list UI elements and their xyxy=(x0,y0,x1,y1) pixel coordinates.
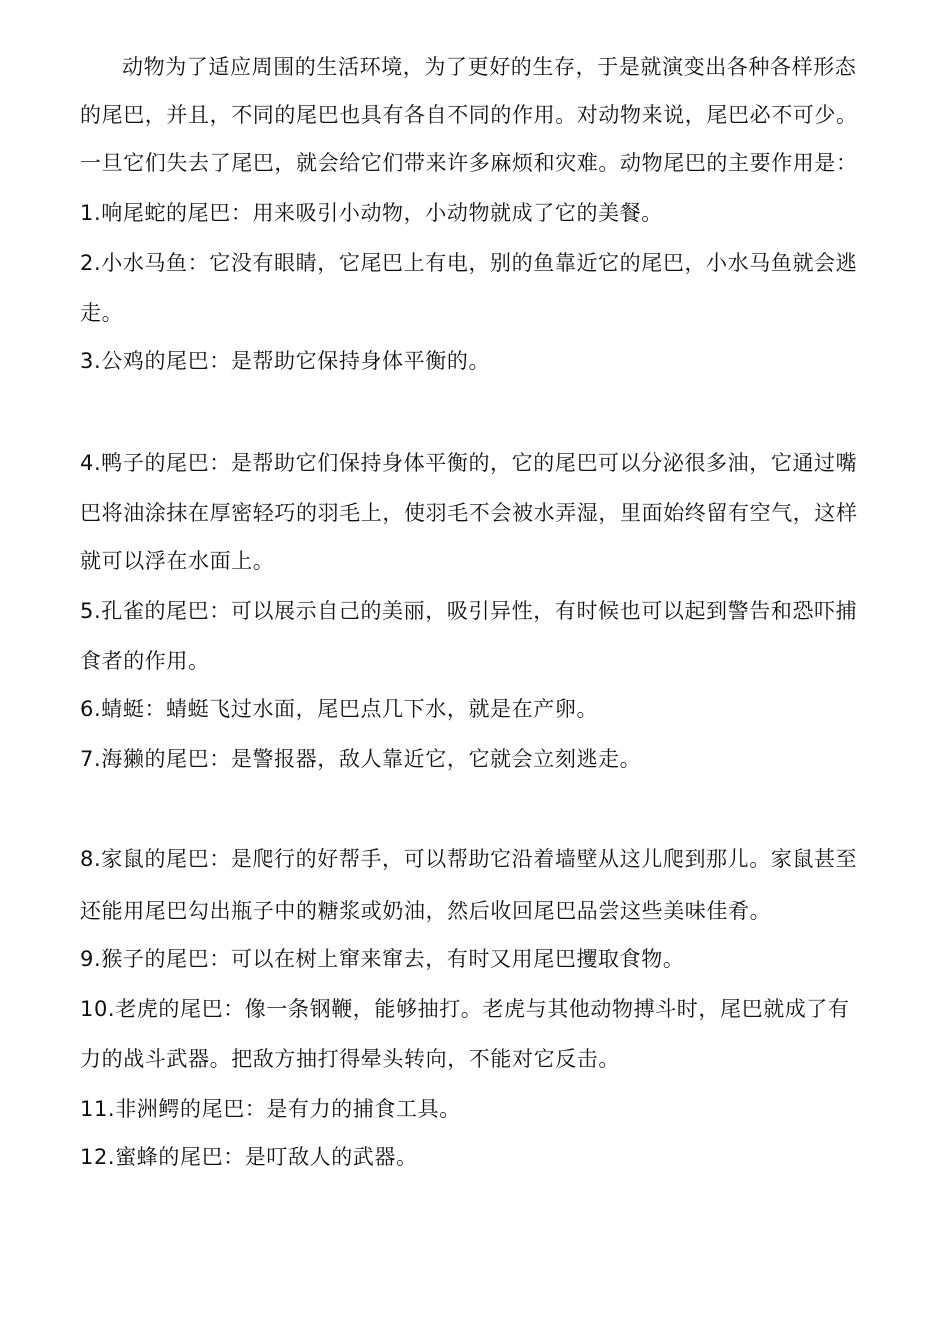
item-number: 6. xyxy=(80,697,102,721)
intro-line: 的尾巴，并且，不同的尾巴也具有各自不同的作用。对动物来说，尾巴必不可少。 xyxy=(80,103,858,127)
item-number: 4. xyxy=(80,451,102,475)
item-text: 老虎的尾巴：像一条钢鞭，能够抽打。老虎与其他动物搏斗时，尾巴就成了有 xyxy=(115,997,850,1021)
item-continuation: 就可以浮在水面上。 xyxy=(80,549,275,573)
item-text: 孔雀的尾巴：可以展示自己的美丽，吸引异性，有时候也可以起到警告和恐吓捕 xyxy=(101,599,858,623)
list-item xyxy=(80,844,890,874)
list-item xyxy=(80,448,890,478)
item-number: 8. xyxy=(80,847,102,871)
item-text: 家鼠的尾巴：是爬行的好帮手，可以帮助它沿着墙壁从这儿爬到那儿。家鼠甚至 xyxy=(101,847,858,871)
item-text: 蜻蜓：蜻蜓飞过水面，尾巴点几下水，就是在产卵。 xyxy=(101,697,599,721)
item-continuation: 巴将油涂抹在厚密轻巧的羽毛上，使羽毛不会被水弄湿，里面始终留有空气，这样 xyxy=(80,501,858,525)
item-number: 7. xyxy=(80,747,102,771)
list-item xyxy=(80,596,890,626)
item-text: 海獭的尾巴：是警报器，敌人靠近它，它就会立刻逃走。 xyxy=(101,747,642,771)
list-item xyxy=(80,1142,890,1172)
item-continuation: 食者的作用。 xyxy=(80,649,210,673)
item-number: 9. xyxy=(80,947,102,971)
item-text: 鸭子的尾巴：是帮助它们保持身体平衡的，它的尾巴可以分泌很多油，它通过嘴 xyxy=(101,451,858,475)
item-text: 响尾蛇的尾巴：用来吸引小动物，小动物就成了它的美餐。 xyxy=(101,201,663,225)
item-text: 非洲鳄的尾巴：是有力的捕食工具。 xyxy=(115,1097,461,1121)
item-number: 12. xyxy=(80,1145,116,1169)
list-item xyxy=(80,744,890,774)
item-continuation: 走。 xyxy=(80,301,124,325)
item-text: 猴子的尾巴：可以在树上窜来窜去，有时又用尾巴攫取食物。 xyxy=(101,947,685,971)
item-number: 5. xyxy=(80,599,102,623)
list-item xyxy=(80,346,890,376)
list-item xyxy=(80,994,890,1024)
item-number: 11. xyxy=(80,1097,116,1121)
item-text: 小水马鱼：它没有眼睛，它尾巴上有电，别的鱼靠近它的尾巴，小水马鱼就会逃 xyxy=(101,251,858,275)
list-item xyxy=(80,1094,890,1124)
item-continuation: 力的战斗武器。把敌方抽打得晕头转向，不能对它反击。 xyxy=(80,1047,620,1071)
item-number: 10. xyxy=(80,997,116,1021)
list-item xyxy=(80,198,890,228)
list-item xyxy=(80,248,890,278)
item-number: 1. xyxy=(80,201,102,225)
intro-line: 动物为了适应周围的生活环境，为了更好的生存，于是就演变出各种各样形态 xyxy=(122,55,857,79)
intro-line: 一旦它们失去了尾巴，就会给它们带来许多麻烦和灾难。动物尾巴的主要作用是： xyxy=(80,151,858,175)
item-continuation: 还能用尾巴勾出瓶子中的糖浆或奶油，然后收回尾巴品尝这些美味佳肴。 xyxy=(80,899,772,923)
item-text: 公鸡的尾巴：是帮助它保持身体平衡的。 xyxy=(101,349,491,373)
list-item xyxy=(80,944,890,974)
item-text: 蜜蜂的尾巴：是叮敌人的武器。 xyxy=(115,1145,418,1169)
item-number: 2. xyxy=(80,251,102,275)
item-number: 3. xyxy=(80,349,102,373)
list-item xyxy=(80,694,890,724)
